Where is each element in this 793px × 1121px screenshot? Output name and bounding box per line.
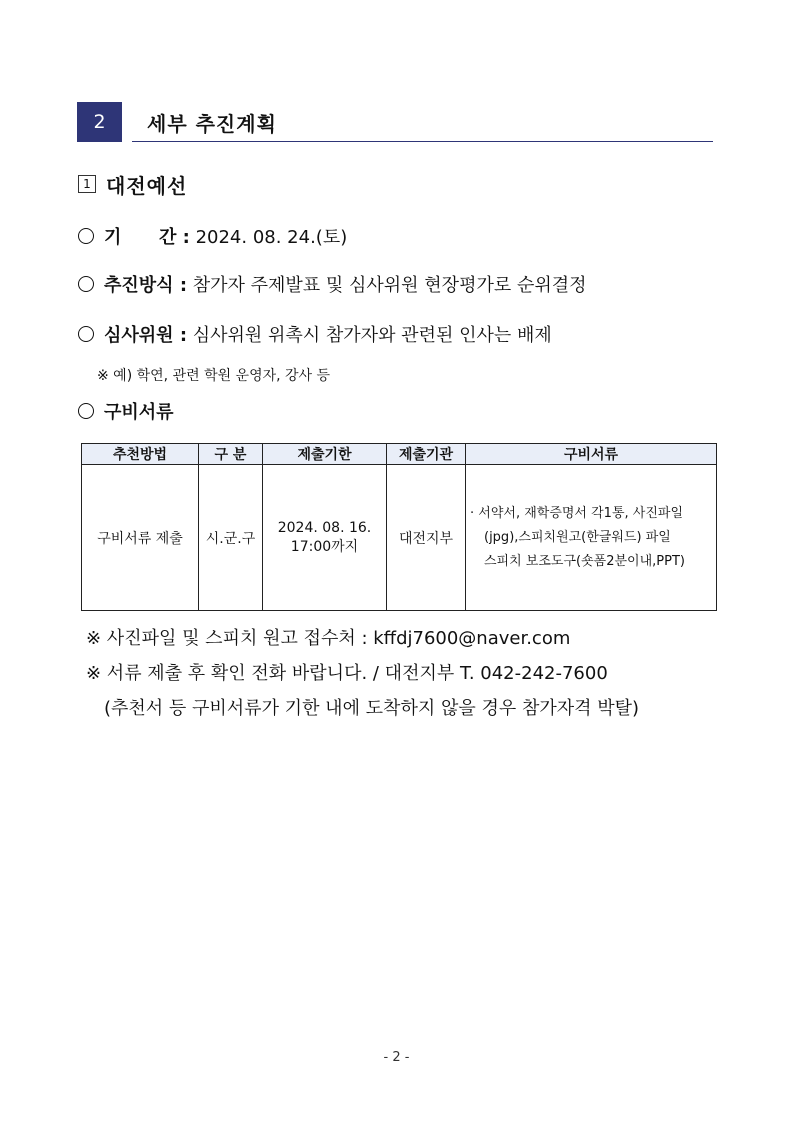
docs-line: 스피치 보조도구(숏폼2분이내,PPT): [484, 553, 685, 569]
table-header-row: [82, 444, 717, 465]
requirements-table: [81, 443, 717, 611]
cell-category: 시.군.구: [199, 465, 263, 611]
docs-line: · 서약서, 재학증명서 각1통, 사진파일: [470, 505, 684, 521]
item-value: 참가자 주제발표 및 심사위원 현장평가로 순위결정: [187, 275, 587, 296]
footer-note-phone: ※ 서류 제출 후 확인 전화 바랍니다. / 대전지부 T. 042-242-7600: [86, 663, 608, 684]
cell-deadline: [263, 465, 387, 611]
header-agency: 제출기관: [387, 444, 466, 465]
header-deadline: 제출기한: [263, 444, 387, 465]
item-label: 기 간 :: [104, 227, 190, 248]
footer-note-warning: (추천서 등 구비서류가 기한 내에 도착하지 않을 경우 참가자격 박탈): [104, 698, 640, 719]
footer-note-email: ※ 사진파일 및 스피치 원고 접수처 : kffdj7600@naver.com: [86, 628, 571, 649]
subsection-title: 대전예선: [106, 174, 188, 198]
item-value: 심사위원 위촉시 참가자와 관련된 인사는 배제: [187, 325, 552, 346]
circle-bullet-icon: [78, 228, 94, 244]
table-row: [82, 465, 717, 611]
section-number-badge: 2: [77, 102, 122, 142]
cell-method: 구비서류 제출: [82, 465, 199, 611]
cell-documents: [466, 465, 717, 611]
item-label: 추진방식 :: [104, 275, 188, 296]
page-number: - 2 -: [383, 1050, 410, 1065]
header-method: 추천방법: [82, 444, 199, 465]
judges-note: ※ 예) 학연, 관련 학원 운영자, 강사 등: [97, 368, 331, 384]
section-title: 세부 추진계획: [147, 112, 277, 136]
header-category: 구 분: [199, 444, 263, 465]
item-value: 2024. 08. 24.(토): [189, 227, 348, 248]
docs-line: (jpg),스피치원고(한글워드) 파일: [484, 529, 671, 545]
cell-agency: 대전지부: [387, 465, 466, 611]
circle-bullet-icon: [78, 403, 94, 419]
circle-bullet-icon: [78, 276, 94, 292]
documents-heading: 구비서류: [104, 402, 174, 423]
item-label: 심사위원 :: [104, 325, 188, 346]
item-documents: [78, 398, 174, 424]
circle-bullet-icon: [78, 326, 94, 342]
item-method: [78, 271, 587, 297]
header-documents: 구비서류: [466, 444, 717, 465]
section-underline: [132, 141, 713, 142]
item-judges: [78, 321, 552, 347]
deadline-date: 2024. 08. 16.: [277, 519, 372, 536]
item-period: [78, 223, 347, 249]
subsection-number-box: 1: [78, 175, 96, 193]
deadline-time: 17:00까지: [290, 538, 359, 555]
